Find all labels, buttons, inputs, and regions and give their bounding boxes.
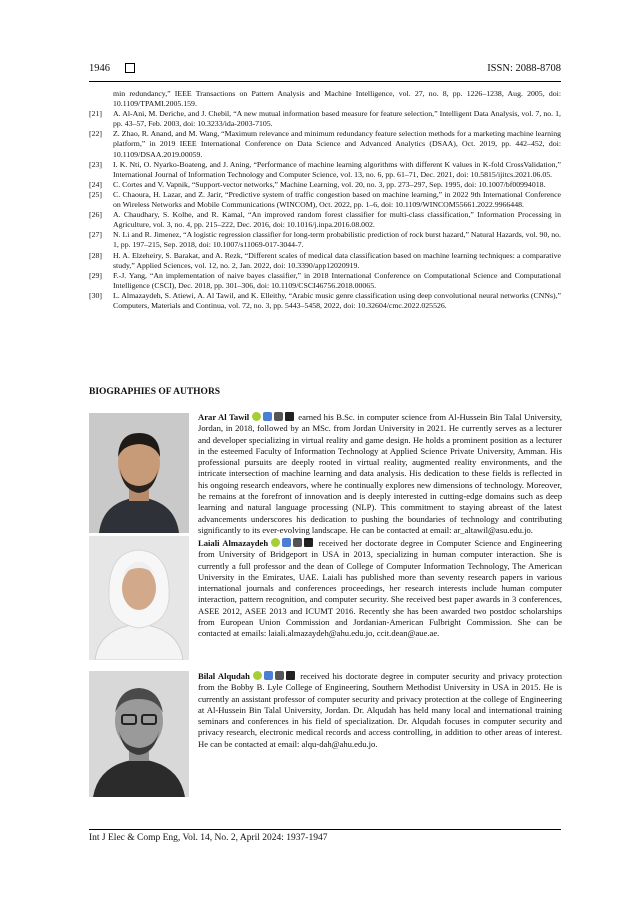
author-bio — [198, 538, 562, 640]
reference-item: [21] A. Al-Ani, M. Deriche, and J. Chebil, “A new mutual information based measure for feature selection,” Intelligent Data Analysis, vol. 7, no. 1, pp. 43–57, Feb. 2003, doi: 10.3233/ida-2003-7105. — [89, 109, 561, 129]
author-photo-bilal — [89, 671, 189, 797]
reference-item: [25] C. Chaoura, H. Lazar, and Z. Jarir, “Predictive system of traffic congestion based on machine learning,” in 2022 9th International Conference on Wireless Networks and Mobile Communications (WINCOM), Oct. 2022, pp. 1–6, doi: 10.1109/WINCOM55661.2022.9966448. — [89, 189, 561, 210]
scopus-icon[interactable] — [275, 671, 284, 680]
running-header — [89, 57, 561, 82]
square-icon — [125, 63, 135, 73]
reference-item: [22] Z. Zhao, R. Anand, and M. Wang, “Maximum relevance and minimum redundancy feature selection methods for a marketing machine learning platform,” in 2019 IEEE International Conference on Data Science and Advanced Analytics (DSAA), Oct. 2019, pp. 442–452, doi: 10.1109/DSAA.2019.00059. — [89, 129, 561, 159]
scopus-icon[interactable] — [293, 538, 302, 547]
author-photo — [89, 413, 189, 533]
orcid-icon[interactable] — [252, 412, 261, 421]
orcid-icon[interactable] — [271, 538, 280, 547]
author-bio-text: earned his B.Sc. in computer science from Al-Hussein Bin Talal University, Jordan, in 2018, followed by an MSc. from Jordan University in 2021. He currently serves as a lecturer and developer specializing in virtual reality and game design. He holds a prominent position as a lecturer in the esteemed Faculty of Information Technology at Applied Science Private University, Amman. His professional pursuits are deeply rooted in virtual reality, augmented reality environments, and the intricate intersection of machine learning and data analysis. His dedication to these fields is reflected in his ongoing research endeavors, where he continually explores new dimensions of technology. Moreover, he remains at the forefront of innovation and is deeply interested in cutting-edge domains such as deep learning and natural language processing (NLP). This commitment to staying abreast of the latest advancements underscores his dedication to pushing the boundaries of technology and contributing significantly to its ever-evolving landscape. He can be contacted at email: ar_altawil@asu.edu.jo. — [198, 412, 562, 535]
reference-item: min redundancy,” IEEE Transactions on Pattern Analysis and Machine Intelligence, vol. 27, no. 8, pp. 1226–1238, Aug. 2005, doi: 10.1109/TPAMI.2005.159. — [113, 89, 561, 109]
reference-item: [24] C. Cortes and V. Vapnik, “Support-vector networks,” Machine Learning, vol. 20, no. 3, pp. 273–297, Sep. 1995, doi: 10.1007/bf00994018. — [89, 179, 546, 189]
scholar-icon[interactable] — [264, 671, 273, 680]
reference-item: [30] L. Almazaydeh, S. Atiewi, A. Al Tawil, and K. Elleithy, “Arabic music genre classification using deep convolutional neural networks (CNNs),” Computers, Materials and Continua, vol. 72, no. 3, pp. 5443–5458, 2022, doi: 10.32604/cmc.2022.025526. — [89, 290, 561, 310]
reference-item: [29] F.-J. Yang, “An implementation of naive bayes classifier,” in 2018 International Conference on Computational Science and Computational Intelligence (CSCI), Dec. 2018, pp. 301–306, doi: 10.1109/CSCI46756.2018.00065. — [89, 270, 561, 290]
orcid-icon[interactable] — [253, 671, 262, 680]
author-photo-arar — [89, 413, 189, 533]
author-name: Arar Al Tawil — [198, 412, 250, 422]
reference-item: [28] H. A. Elzeheiry, S. Barakat, and A. Rezk, “Different scales of medical data classification based on machine learning techniques: a comparative study,” Applied Sciences, vol. 12, no. 2, Jan. 2022, doi: 10.3390/app12020919. — [89, 250, 561, 270]
author-bio — [198, 412, 562, 536]
reference-item: [23] I. K. Nti, O. Nyarko-Boateng, and J. Aning, “Performance of machine learning algorithms with different K values in K-fold CrossValidation,” International Journal of Information Technology and Computer Science, vol. 13, no. 6, pp. 61–71, Dec. 2021, doi: 10.5815/ijitcs.2021.06.05. — [89, 159, 561, 179]
author-name: Bilal Alqudah — [198, 671, 250, 681]
page-number: 1946 — [89, 63, 110, 74]
author-bio-text: received his doctorate degree in computer security and privacy protection from the Bobby B. Lyle College of Engineering, Southern Methodist University in USA in 2015. He is currently an assistant professor of computer security and privacy protection at the college of Engineering at Al-Hussein Bin Talal University, Jordan. Dr. Alqudah has held many local and international training seminars and conferences in his field of specialization. Dr. Alqudah focuses in computer security and privacy research, electronic medical records and access controlling, in addition to other areas of interest. He can be contacted at email: alqu-dah@ahu.edu.jo. — [198, 671, 563, 749]
web-profile-icon[interactable] — [304, 538, 313, 547]
issn: ISSN: 2088-8708 — [487, 63, 561, 74]
author-photo — [89, 536, 189, 660]
author-photo — [89, 671, 189, 797]
author-photo-laiali — [89, 536, 189, 660]
scholar-icon[interactable] — [263, 412, 272, 421]
author-bio-text: received her doctorate degree in Computer Science and Engineering from University of Bridgeport in USA in 2013, specializing in human computer interaction. She is currently a full professor and the dean of College of Computer Information Technology, The American University in the Emirates, UAE. Laiali has published more than seventy research papers in various international journals and conferences proceedings, her research interests include human computer interaction, pattern recognition, and computer security. She received best paper awards in 3 conferences, ASEE 2012, ASEE 2013 and ICUMT 2016. Recently she has been awarded two postdoc scholarships from European Union Commission and Jordanian-American Fulbright Commission. She can be contacted at emails: laiali.almazaydeh@ahu.edu.jo, ccit.dean@aue.ae. — [198, 538, 562, 639]
running-footer: Int J Elec & Comp Eng, Vol. 14, No. 2, April 2024: 1937-1947 — [89, 829, 561, 843]
scopus-icon[interactable] — [274, 412, 283, 421]
section-heading: BIOGRAPHIES OF AUTHORS — [89, 387, 221, 397]
web-profile-icon[interactable] — [285, 412, 294, 421]
reference-item: [27] N. Li and R. Jimenez, “A logistic regression classifier for long-term probabilistic prediction of rock burst hazard,” Natural Hazards, vol. 90, no. 1, pp. 197–215, Sep. 2018, doi: 10.1007/s11069-017-3044-7. — [89, 230, 561, 250]
author-name: Laiali Almazaydeh — [198, 538, 269, 548]
author-bio — [198, 671, 562, 750]
scholar-icon[interactable] — [282, 538, 291, 547]
reference-list — [89, 89, 561, 311]
reference-item: [26] A. Chaudhary, S. Kolhe, and R. Kamal, “An improved random forest classifier for multi-class classification,” Information Processing in Agriculture, vol. 3, no. 4, pp. 215–222, Dec. 2016, doi: 10.1016/j.inpa.2016.08.002. — [89, 210, 561, 230]
web-profile-icon[interactable] — [286, 671, 295, 680]
